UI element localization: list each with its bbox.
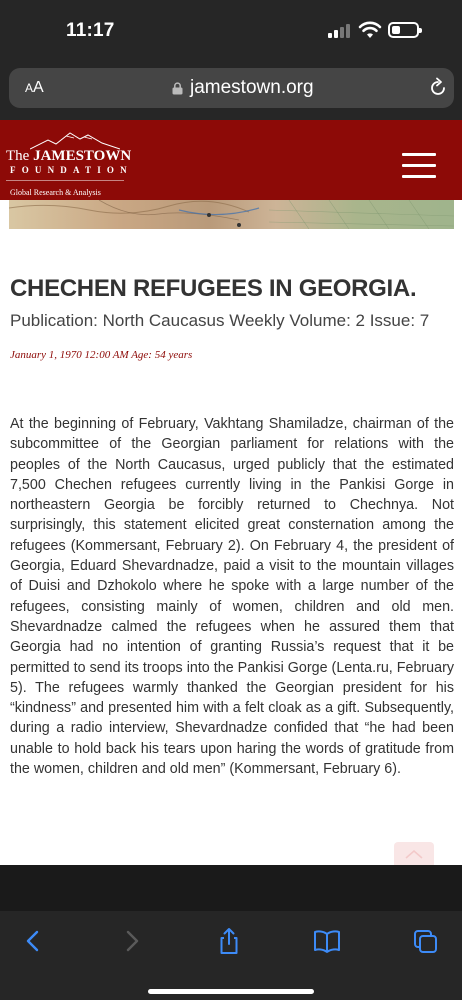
status-bar	[0, 0, 462, 62]
scroll-to-top-button[interactable]	[394, 842, 434, 865]
home-indicator	[148, 989, 314, 994]
scroll-top-icon	[404, 848, 424, 860]
address-bar[interactable]	[9, 68, 454, 108]
back-icon[interactable]	[18, 927, 48, 955]
text-size-button[interactable]: AA	[25, 79, 44, 96]
wifi-icon	[358, 20, 382, 40]
logo-divider	[6, 180, 124, 181]
hero-map-image	[9, 200, 454, 229]
hamburger-menu-icon[interactable]	[402, 153, 436, 179]
logo-foundation: FOUNDATION	[10, 165, 133, 175]
tabs-icon[interactable]	[411, 927, 441, 955]
web-page	[0, 120, 462, 865]
forward-icon[interactable]	[117, 927, 147, 955]
bottom-banner-area	[0, 865, 462, 911]
article-title: CHECHEN REFUGEES IN GEORGIA.	[10, 275, 417, 302]
jamestown-logo[interactable]	[6, 128, 136, 196]
lock-icon	[172, 82, 183, 95]
browser-address-area	[0, 62, 462, 120]
site-header	[0, 120, 462, 200]
share-icon[interactable]	[214, 927, 244, 955]
article-publication: Publication: North Caucasus Weekly Volume: 2 Issue: 7	[10, 311, 430, 330]
browser-toolbar	[0, 911, 462, 1000]
signal-icon	[328, 24, 352, 38]
logo-tagline: Global Research & Analysis	[10, 188, 101, 197]
bookmarks-icon[interactable]	[312, 927, 342, 955]
logo-title: The JAMESTOWN	[6, 148, 132, 164]
article-meta: January 1, 1970 12:00 AM Age: 54 years	[10, 349, 193, 361]
article-body: At the beginning of February, Vakhtang Shamiladze, chairman of the subcommittee of the Georgian parliament for relations with the peoples of the North Caucasus, urged publicly that the estimated 7,500 Chechen refugees currently living in the Pankisi Gorge in northeastern Georgia be forcibly returned to Chechnya. Not surprisingly, this statement elicited great consternation among the refugees (Kommersant, February 2). On February 4, the president of Georgia, Eduard Shevardnadze, paid a visit to the mountain villages of Duisi and Dzhokolo where he spoke with a large number of the refugees, consisting mainly of women, children and old men. Shevardnadze calmed the refugees when he assured them that Georgia had no intention of granting Russia’s request that it be permitted to send its troops into the Pankisi Gorge (Lenta.ru, February 5). The refugees warmly thanked the Georgian president for his “kindness” and presented him with a felt cloak as a gift. Subsequently, during a radio interview, Shevardnadze confided that “he had been unable to hold back his tears upon haring the words of gratitude from the women, children and old men” (Kommersant, February 6).	[10, 416, 454, 778]
url-text[interactable]: jamestown.org	[190, 77, 314, 98]
reload-icon[interactable]	[427, 77, 449, 99]
status-time: 11:17	[66, 20, 115, 41]
battery-icon	[388, 22, 419, 38]
mountain-emblem-icon	[30, 130, 120, 150]
